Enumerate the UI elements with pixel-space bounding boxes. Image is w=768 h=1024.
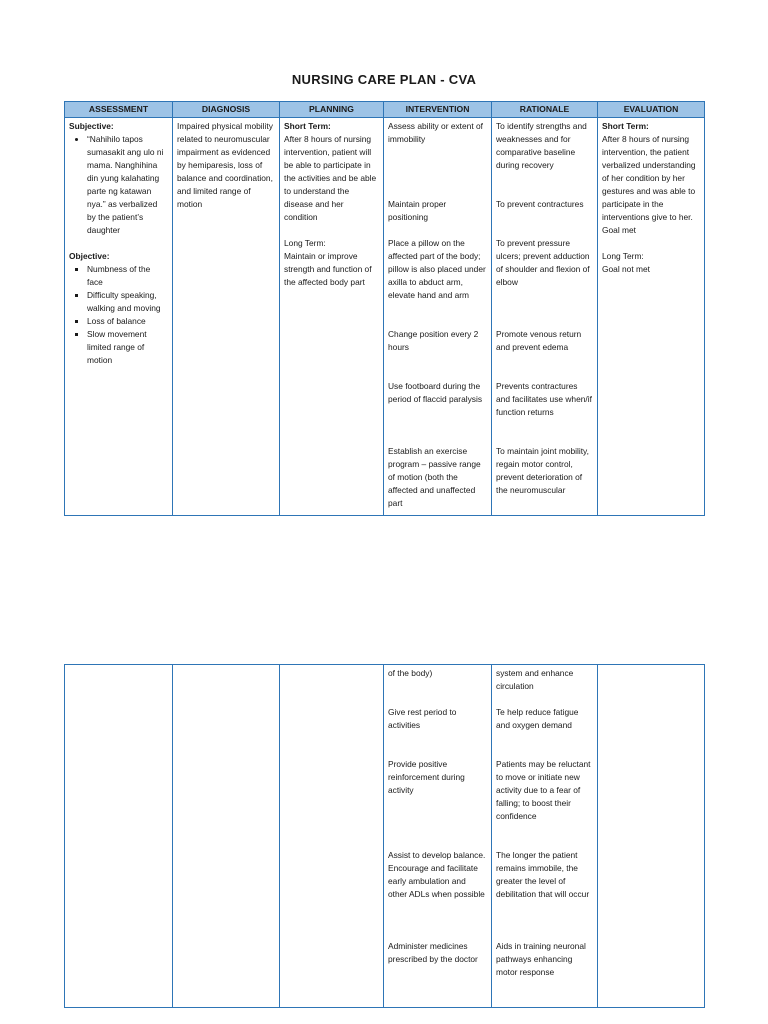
intervention-cell	[384, 118, 492, 516]
rationale-item: To prevent contractures	[496, 199, 584, 209]
header-diagnosis: DIAGNOSIS	[173, 102, 280, 118]
intervention-item: Place a pillow on the affected part of the body; pillow is also placed under axilla to abduct arm, elevate hand and arm	[388, 238, 486, 300]
rationale-item: Patients may be reluctant to move or initiate new activity due to a fear of falling; to boost their confidence	[496, 759, 591, 821]
rationale-item: system and enhance circulation	[496, 668, 574, 691]
intervention-item: Give rest period to activities	[388, 707, 457, 730]
header-planning: PLANNING	[280, 102, 384, 118]
objective-item: ▪ Slow movement limited range of motion	[87, 328, 168, 367]
evaluation-cell	[598, 665, 705, 1008]
diagnosis-cell	[173, 118, 280, 516]
evaluation-short-label: Short Term:	[602, 121, 649, 131]
rationale-item: Aids in training neuronal pathways enhancing motor response	[496, 941, 586, 977]
diagnosis-cell	[173, 665, 280, 1008]
header-row	[65, 102, 705, 118]
intervention-item: Change position every 2 hours	[388, 329, 479, 352]
intervention-item: of the body)	[388, 668, 433, 678]
rationale-cell	[492, 665, 598, 1008]
evaluation-long-label: Long Term:	[602, 251, 644, 261]
planning-long-label: Long Term:	[284, 238, 326, 248]
assessment-cell	[65, 665, 173, 1008]
subjective-item: • “Nahihilo tapos sumasakit ang ulo ni mama. Nanghihina din yung kalahating parte ng katawan nya.” as verbalized by the patient’s daughter	[87, 133, 168, 237]
evaluation-short-text: After 8 hours of nursing intervention, the patient verbalized understanding of her condition by her gestures and was able to participate in the interventions give to her. Goal met	[602, 134, 696, 235]
document-title: NURSING CARE PLAN - CVA	[291, 72, 477, 87]
rationale-cell	[492, 118, 598, 516]
intervention-item: Establish an exercise program – passive range of motion (both the affected and unaffected part	[388, 446, 481, 508]
planning-cell	[280, 665, 384, 1008]
care-plan-table-page-1	[64, 101, 705, 516]
intervention-cell	[384, 665, 492, 1008]
planning-short-label: Short Term:	[284, 121, 331, 131]
rationale-item: Promote venous return and prevent edema	[496, 329, 582, 352]
objective-item: ▪ Difficulty speaking, walking and moving	[87, 289, 168, 315]
rationale-item: The longer the patient remains immobile, the greater the level of debilitation that will occur	[496, 850, 590, 899]
planning-long-text: Maintain or improve strength and function of the affected body part	[284, 251, 372, 287]
evaluation-cell	[598, 118, 705, 516]
header-assessment: ASSESSMENT	[65, 102, 173, 118]
objective-item: ▪ Loss of balance	[87, 315, 168, 328]
content-row	[65, 118, 705, 516]
rationale-item: Te help reduce fatigue and oxygen demand	[496, 707, 579, 730]
objective-item: ▪ Numbness of the face	[87, 263, 168, 289]
header-intervention: INTERVENTION	[384, 102, 492, 118]
header-rationale: RATIONALE	[492, 102, 598, 118]
care-plan-table-page-2	[64, 664, 705, 1008]
subjective-label: Subjective:	[69, 121, 114, 131]
evaluation-long-text: Goal not met	[602, 264, 650, 274]
intervention-item: Provide positive reinforcement during activity	[388, 759, 465, 795]
intervention-item: Administer medicines prescribed by the doctor	[388, 941, 478, 964]
content-row	[65, 665, 705, 1008]
intervention-item: Use footboard during the period of flaccid paralysis	[388, 381, 483, 404]
header-evaluation: EVALUATION	[598, 102, 705, 118]
intervention-item: Assist to develop balance. Encourage and facilitate early ambulation and other ADLs when possible	[388, 850, 486, 899]
rationale-item: To prevent pressure ulcers; prevent adduction of shoulder and flexion of elbow	[496, 238, 590, 287]
rationale-item: To maintain joint mobility, regain motor control, prevent deterioration of the neuromuscular	[496, 446, 589, 495]
planning-cell	[280, 118, 384, 516]
rationale-item: To identify strengths and weaknesses and for comparative baseline during recovery	[496, 121, 587, 170]
diagnosis-text: Impaired physical mobility related to neuromuscular impairment as evidenced by hemiparesis, loss of balance and coordination, and limited range of motion	[177, 121, 273, 209]
rationale-item: Prevents contractures and facilitates use when/if function returns	[496, 381, 592, 417]
assessment-cell	[65, 118, 173, 516]
objective-label: Objective:	[69, 251, 110, 261]
intervention-item: Maintain proper positioning	[388, 199, 447, 222]
intervention-item: Assess ability or extent of immobility	[388, 121, 483, 144]
planning-short-text: After 8 hours of nursing intervention, patient will be able to participate in the activities and be able to understand the disease and her condition	[284, 134, 377, 222]
